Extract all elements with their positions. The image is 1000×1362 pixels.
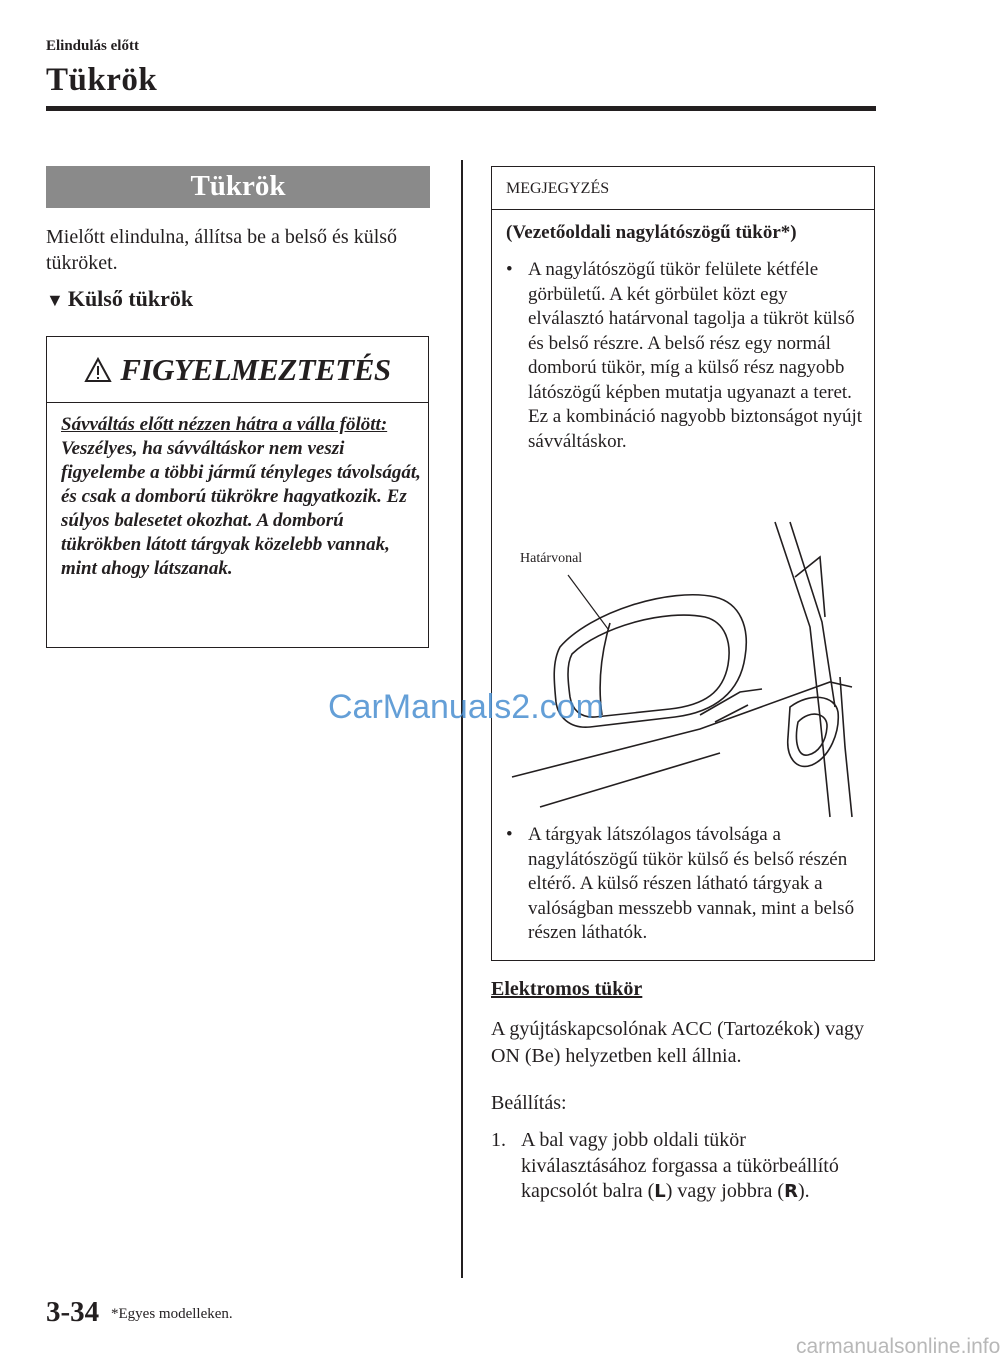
- subheading-text: Külső tükrök: [67, 286, 194, 311]
- warning-header: [47, 337, 428, 403]
- page-title: Tükrök: [46, 62, 158, 98]
- note-bullet-2-text: A tárgyak látszólagos távolsága a nagylátószögű tükör külső és belső részén eltérő. A külső részen látható tárgyak a valóságban messzebb vannak, mint a belső részen láthatók.: [528, 824, 855, 943]
- warning-box: [46, 336, 429, 648]
- title-rule: [46, 106, 876, 111]
- electric-mirror-paragraph: A gyújtáskapcsolónak ACC (Tartozékok) vagy ON (Be) helyzetben kell állnia.: [491, 1018, 864, 1067]
- note-header: MEGJEGYZÉS: [492, 167, 874, 210]
- breadcrumb: Elindulás előtt: [46, 38, 139, 54]
- figure-label-boundary: Határvonal: [520, 551, 583, 566]
- triangle-bullet-icon: ▼: [46, 290, 64, 310]
- watermark: CarManuals2.com: [328, 688, 604, 726]
- bullet-dot-icon: •: [506, 824, 513, 845]
- subheading-outer-mirrors: [46, 286, 193, 312]
- key-right-icon: R: [784, 1181, 798, 1202]
- key-left-icon: L: [654, 1181, 666, 1202]
- step-number: 1.: [491, 1129, 506, 1151]
- section-banner: Tükrök: [46, 166, 430, 208]
- note-bullet-2: [506, 823, 868, 946]
- note-box: [491, 166, 875, 961]
- setting-label: Beállítás:: [491, 1092, 567, 1114]
- warning-text: Veszélyes, ha sávváltáskor nem veszi figyelembe a többi jármű tényleges távolságát, és csak a domború tükrökre hagyatkozik. Ez súlyos balesetet okozhat. A domború tükrökben látott tárgyak közelebb vannak, mint ahogy látszanak.: [61, 438, 421, 579]
- site-watermark: carmanualsonline.info: [796, 1335, 1000, 1358]
- electric-mirror-heading: Elektromos tükör: [491, 978, 643, 1000]
- warning-body: [61, 413, 423, 581]
- intro-paragraph: Mielőtt elindulna, állítsa be a belső és külső tükröket.: [46, 226, 398, 274]
- bullet-dot-icon: •: [506, 259, 513, 280]
- note-bullet-1: [506, 258, 868, 454]
- warning-title: FIGYELMEZTETÉS: [120, 351, 391, 387]
- note-subheading: (Vezetőoldali nagylátószögű tükör*): [506, 222, 797, 243]
- step-1: [491, 1128, 876, 1205]
- warning-triangle-icon: [84, 357, 112, 383]
- step-text: A bal vagy jobb oldali tükör kiválasztásához forgassa a tükörbeállító kapcsolót balra (L) vagy jobbra (R).: [521, 1129, 839, 1202]
- page-number: 3-34: [46, 1296, 100, 1328]
- note-bullet-1-text: A nagylátószögű tükör felülete kétféle görbületű. A két görbület közt egy elválasztó határvonal tagolja a tükröt külső és belső részre. A belső rész egy normál domború tükör, míg a külső rész nagyobb látószögű képben mutatja ugyanazt a teret. Ez a kombináció nagyobb biztonságot nyújt sávváltáskor.: [528, 259, 863, 452]
- footnote: *Egyes modelleken.: [111, 1306, 233, 1322]
- warning-lead: Sávváltás előtt nézzen hátra a válla fölött:: [61, 414, 388, 435]
